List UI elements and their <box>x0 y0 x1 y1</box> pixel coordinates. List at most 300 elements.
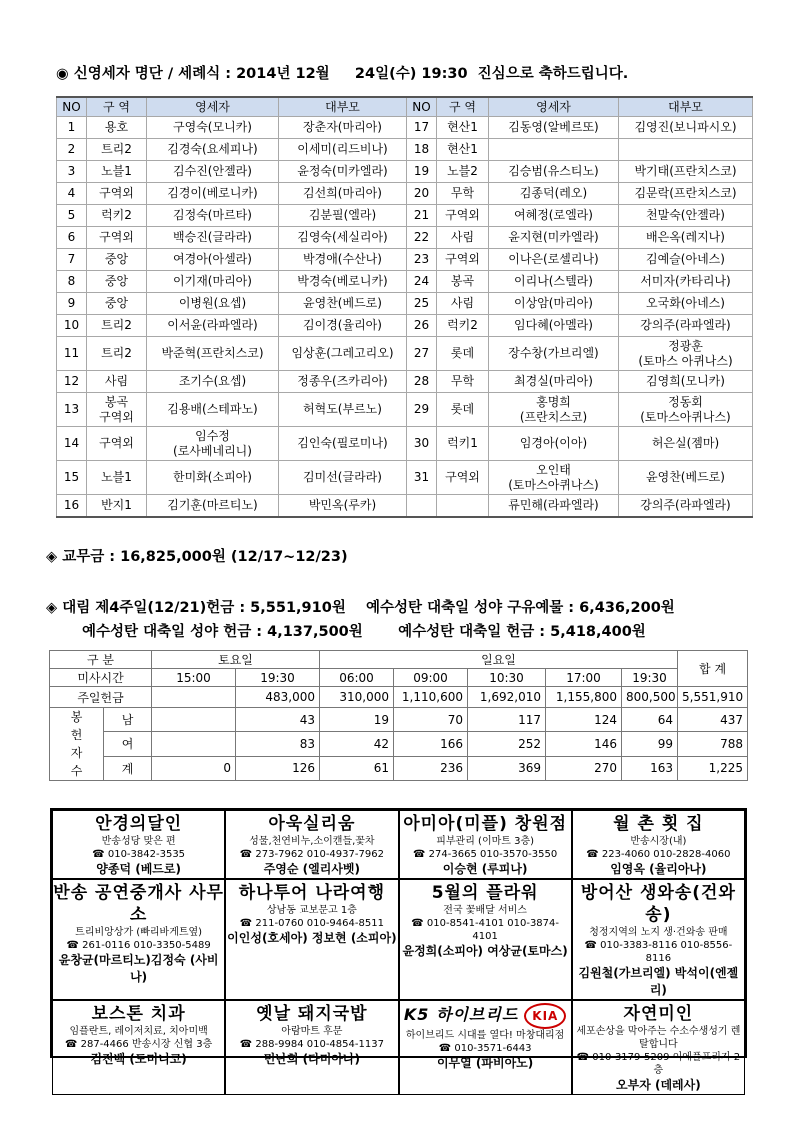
attendance-value: 252 <box>468 732 546 756</box>
mass-time-cell: 15:00 <box>152 669 236 687</box>
roster-cell-line: 김수진(안젤라) <box>173 164 252 178</box>
roster-cell-line: 트리2 <box>101 346 132 360</box>
roster-cell <box>437 427 489 461</box>
offering-value: 1,110,600 <box>394 687 468 708</box>
roster-cell-line: 김영희(모니카) <box>646 374 725 388</box>
roster-cell-line: 김경이(베로니카) <box>167 186 258 200</box>
attendance-value: 0 <box>152 756 236 780</box>
roster-cell <box>407 271 437 293</box>
roster-cell <box>87 337 147 371</box>
roster-cell <box>147 337 279 371</box>
roster-cell <box>407 461 437 495</box>
roster-cell-line: 25 <box>413 296 430 310</box>
ad-person: 윤창균(마르티노)김정숙 (사비나) <box>58 953 219 984</box>
roster-cell-line: 구역외 <box>445 252 480 266</box>
roster-cell <box>407 249 437 271</box>
roster-cell-line: 28 <box>413 374 430 388</box>
roster-cell <box>279 371 407 393</box>
roster-cell <box>407 393 437 427</box>
roster-cell <box>87 315 147 337</box>
roster-cell-line: 김예슬(아네스) <box>646 252 725 266</box>
roster-cell-line: 22 <box>413 230 430 244</box>
roster-cell-line: 임다혜(아멜라) <box>514 318 593 332</box>
roster-cell <box>619 183 753 205</box>
attendance-group-label <box>50 708 104 781</box>
roster-cell <box>437 249 489 271</box>
roster-cell-line: 오국화(아네스) <box>646 296 725 310</box>
offering-label: 주일헌금 <box>50 687 152 708</box>
roster-row <box>57 227 753 249</box>
ad-name: 자연미인 <box>623 1004 694 1024</box>
roster-cell-line: 31 <box>413 470 430 484</box>
roster-cell <box>407 161 437 183</box>
roster-cell <box>489 293 619 315</box>
roster-cell-line: 장수창(가브리엘) <box>508 346 599 360</box>
ad-name: 아욱실리움 <box>268 814 356 834</box>
roster-cell-line: 럭키1 <box>447 436 478 450</box>
roster-cell-line: 허혁도(부르노) <box>303 402 382 416</box>
roster-cell <box>147 139 279 161</box>
roster-cell <box>147 161 279 183</box>
offering-value: 310,000 <box>320 687 394 708</box>
ad-person: 양종덕 (베드로) <box>96 862 181 876</box>
ad-name: 안경의달인 <box>95 814 183 834</box>
ad-name: 보스톤 치과 <box>91 1004 186 1024</box>
roster-cell-line: 용호 <box>104 120 129 134</box>
roster-cell <box>437 205 489 227</box>
roster-cell <box>489 249 619 271</box>
roster-cell-line: 현산1 <box>447 120 478 134</box>
ad-line: ☎ 010-3179-5209 이에플프리지 2층 <box>576 1052 741 1076</box>
offering-value: 1,155,800 <box>546 687 622 708</box>
roster-cell-line: 16 <box>63 498 80 512</box>
roster-cell <box>619 139 753 161</box>
advertisement <box>225 810 398 879</box>
roster-cell <box>437 337 489 371</box>
roster-cell <box>619 117 753 139</box>
roster-cell <box>619 161 753 183</box>
roster-cell <box>437 293 489 315</box>
roster-cell <box>87 461 147 495</box>
roster-cell <box>489 461 619 495</box>
mass-time-cell: 17:00 <box>546 669 622 687</box>
roster-cell-line: 이서윤(라파엘라) <box>167 318 258 332</box>
roster-cell-line: 중앙 <box>104 296 129 310</box>
gubun-header: 구 분 <box>50 651 152 669</box>
roster-cell <box>87 227 147 249</box>
attendance-value: 61 <box>320 756 394 780</box>
roster-cell <box>57 371 87 393</box>
roster-cell <box>437 183 489 205</box>
roster-cell-line: 24 <box>413 274 430 288</box>
roster-cell <box>147 227 279 249</box>
attendance-value: 146 <box>546 732 622 756</box>
roster-cell <box>407 117 437 139</box>
advertisement <box>225 1000 398 1095</box>
roster-cell-line: 8 <box>67 274 76 288</box>
roster-cell-line: 김이경(율리아) <box>303 318 382 332</box>
roster-row <box>57 139 753 161</box>
roster-row <box>57 315 753 337</box>
attendance-value: 43 <box>236 708 320 732</box>
attendance-value <box>152 732 236 756</box>
offering-value: 483,000 <box>236 687 320 708</box>
attendance-value <box>152 708 236 732</box>
baptism-roster-table <box>56 96 753 518</box>
advertisement <box>225 879 398 1000</box>
roster-cell-line: 구역외 <box>99 436 134 450</box>
roster-cell-line: 박기태(프란치스코) <box>634 164 737 178</box>
advertisement-grid <box>50 808 747 1092</box>
attendance-group-text: 봉 헌 자 수 <box>70 710 83 778</box>
roster-cell-line: 김경숙(요세피나) <box>167 142 258 156</box>
ad-line: 상남동 교보문고 1층 <box>266 905 357 916</box>
roster-cell-line: 21 <box>413 208 430 222</box>
roster-cell <box>489 117 619 139</box>
roster-cell <box>619 461 753 495</box>
roster-cell-line: 12 <box>63 374 80 388</box>
roster-cell-line: 최경실(마리아) <box>514 374 593 388</box>
roster-cell-line: 류민해(라파엘라) <box>508 498 599 512</box>
ad-line: 아람마트 후문 <box>281 1026 343 1037</box>
roster-cell <box>279 293 407 315</box>
roster-cell-line: 오인태 <box>536 462 571 477</box>
ad-line: 반송시장(내) <box>630 836 687 847</box>
roster-cell-line: 구역외 <box>99 409 134 424</box>
roster-cell <box>407 139 437 161</box>
offering-row <box>50 687 748 708</box>
roster-header-cell: 대부모 <box>619 97 753 117</box>
roster-cell <box>279 495 407 518</box>
roster-body <box>57 117 753 518</box>
roster-cell <box>619 371 753 393</box>
ad-person: 민난희 (다미아나) <box>263 1052 361 1066</box>
advertisement <box>399 810 572 879</box>
ad-person: 이무열 (파비아노) <box>436 1056 534 1070</box>
ad-name: 5월의 플라워 <box>431 883 539 903</box>
offering-value <box>152 687 236 708</box>
roster-cell <box>279 271 407 293</box>
ad-line: 피부관리 (이마트 3층) <box>436 836 535 847</box>
roster-cell-line: 봉곡 <box>104 394 129 409</box>
roster-cell-line: 김미선(글라라) <box>303 470 382 484</box>
ad-line: 청정지역의 노지 생·건와송 판매 <box>589 927 728 938</box>
mass-time-cell: 19:30 <box>622 669 678 687</box>
roster-cell-line: 김문락(프란치스코) <box>634 186 737 200</box>
attendance-label: 계 <box>104 756 152 780</box>
roster-cell <box>279 117 407 139</box>
roster-cell <box>489 183 619 205</box>
mass-time-cell: 06:00 <box>320 669 394 687</box>
ad-line: 임플란트, 레이저치료, 치아미백 <box>69 1026 208 1037</box>
ad-person: 이승현 (루피나) <box>442 862 528 876</box>
roster-cell-line: 김영숙(세실리아) <box>297 230 388 244</box>
roster-row <box>57 461 753 495</box>
roster-cell <box>57 427 87 461</box>
roster-cell <box>147 461 279 495</box>
roster-cell <box>87 117 147 139</box>
roster-cell <box>619 271 753 293</box>
roster-header-cell: 구 역 <box>437 97 489 117</box>
roster-cell-line: 조기수(요셉) <box>178 374 247 388</box>
kia-logo: KIA <box>524 1003 566 1029</box>
roster-cell-line: 박경숙(베로니카) <box>297 274 388 288</box>
kyomugeum-line: ◈ 교무금 : 16,825,000원 (12/17~12/23) <box>46 549 348 565</box>
roster-cell-line: 19 <box>413 164 430 178</box>
ad-line: ☎ 261-0116 010-3350-5489 <box>66 940 211 951</box>
roster-cell <box>147 293 279 315</box>
roster-cell <box>279 161 407 183</box>
roster-cell <box>489 227 619 249</box>
roster-cell <box>619 393 753 427</box>
roster-cell-line: 이병원(요셉) <box>178 296 247 310</box>
offering-value: 5,551,910 <box>678 687 748 708</box>
roster-cell-line: (토마스아퀴나스) <box>508 477 599 492</box>
roster-cell-line: 이상암(마리아) <box>514 296 593 310</box>
roster-cell <box>87 183 147 205</box>
roster-cell <box>437 315 489 337</box>
ad-line: ☎ 010-3842-3535 <box>92 849 186 860</box>
roster-cell <box>407 227 437 249</box>
roster-cell <box>147 427 279 461</box>
advertisement <box>52 810 225 879</box>
roster-cell <box>619 427 753 461</box>
roster-cell-line: 럭키2 <box>101 208 132 222</box>
roster-row <box>57 371 753 393</box>
roster-cell-line: 윤지현(미카엘라) <box>508 230 599 244</box>
roster-cell-line: (토마스아퀴나스) <box>640 409 731 424</box>
roster-cell-line: 임상훈(그레고리오) <box>291 346 394 360</box>
roster-cell <box>407 371 437 393</box>
roster-cell-line: 6 <box>67 230 76 244</box>
roster-cell <box>407 315 437 337</box>
roster-row <box>57 205 753 227</box>
roster-cell <box>87 271 147 293</box>
roster-cell-line: 윤영찬(베드로) <box>646 470 725 484</box>
roster-cell <box>489 337 619 371</box>
attendance-value: 19 <box>320 708 394 732</box>
roster-cell <box>57 337 87 371</box>
roster-cell <box>437 227 489 249</box>
roster-cell-line: 23 <box>413 252 430 266</box>
roster-cell <box>147 495 279 518</box>
roster-cell-line: 김용배(스테파노) <box>167 402 258 416</box>
attendance-value: 64 <box>622 708 678 732</box>
roster-row <box>57 117 753 139</box>
attendance-value: 166 <box>394 732 468 756</box>
roster-cell <box>489 315 619 337</box>
roster-cell-line: 29 <box>413 402 430 416</box>
ad-line: 성물,천연비누,소이캔들,꽃차 <box>249 836 375 847</box>
roster-cell-line: 롯데 <box>450 402 475 416</box>
attendance-value: 369 <box>468 756 546 780</box>
roster-cell-line: 여혜정(로엘라) <box>514 208 593 222</box>
roster-row <box>57 293 753 315</box>
roster-cell <box>57 495 87 518</box>
roster-cell <box>57 183 87 205</box>
attendance-value: 270 <box>546 756 622 780</box>
roster-cell-line: 천말숙(안젤라) <box>646 208 725 222</box>
roster-cell <box>279 461 407 495</box>
roster-cell <box>87 293 147 315</box>
attendance-value: 70 <box>394 708 468 732</box>
roster-cell-line: 사림 <box>450 230 475 244</box>
roster-cell <box>279 183 407 205</box>
roster-cell <box>279 337 407 371</box>
mass-time-cell: 19:30 <box>236 669 320 687</box>
advertisement <box>572 1000 745 1095</box>
roster-cell-line: 사림 <box>104 374 129 388</box>
roster-cell <box>57 293 87 315</box>
roster-cell-line: 구영숙(모니카) <box>173 120 252 134</box>
offering-value: 1,692,010 <box>468 687 546 708</box>
ad-line: ☎ 010-3571-6443 <box>438 1043 532 1054</box>
mass-time-label: 미사시간 <box>50 669 152 687</box>
roster-cell-line: 무학 <box>450 374 475 388</box>
roster-cell-line: 1 <box>67 120 76 134</box>
collection-table <box>49 650 748 781</box>
roster-cell-line: 정종우(즈카리아) <box>297 374 388 388</box>
ad-line: 트리비앙상가 (빠리바게트옆) <box>75 927 203 938</box>
ad-line: 반송성당 맞은 편 <box>101 836 176 847</box>
roster-cell <box>437 139 489 161</box>
roster-cell <box>437 271 489 293</box>
roster-cell-line: 트리2 <box>101 142 132 156</box>
roster-cell-line: 강의주(라파엘라) <box>640 498 731 512</box>
roster-header-row <box>57 97 753 117</box>
roster-cell-line: 중앙 <box>104 274 129 288</box>
roster-cell-line: 임수정 <box>195 428 230 443</box>
roster-cell-line: 박준혁(프란치스코) <box>161 346 264 360</box>
roster-cell <box>619 227 753 249</box>
roster-cell-line: 홍명희 <box>536 394 571 409</box>
roster-cell <box>57 315 87 337</box>
ad-person: 주영순 (엘리사벳) <box>263 862 361 876</box>
roster-cell <box>147 315 279 337</box>
roster-cell-line: 사림 <box>450 296 475 310</box>
roster-cell-line: 구역외 <box>445 208 480 222</box>
advertisement <box>572 810 745 879</box>
page-heading: ◉ 신영세자 명단 / 세례식 : 2014년 12월 24일(수) 19:30 진심으로 축하드립니다. <box>56 66 629 82</box>
roster-cell <box>147 117 279 139</box>
roster-cell <box>57 139 87 161</box>
roster-cell <box>619 249 753 271</box>
roster-cell <box>279 249 407 271</box>
roster-row <box>57 183 753 205</box>
ad-name: 옛날 돼지국밥 <box>256 1004 368 1024</box>
roster-cell-line: 김승범(유스티노) <box>508 164 599 178</box>
roster-cell-line: 노블2 <box>447 164 478 178</box>
roster-cell-line: 11 <box>63 346 80 360</box>
roster-cell <box>147 249 279 271</box>
roster-cell-line: 배은옥(레지나) <box>646 230 725 244</box>
roster-cell-line: 이세미(리드비나) <box>297 142 388 156</box>
roster-header-cell: 대부모 <box>279 97 407 117</box>
mass-time-cell: 09:00 <box>394 669 468 687</box>
roster-cell <box>147 183 279 205</box>
roster-cell <box>57 249 87 271</box>
attendance-row <box>50 756 748 780</box>
roster-cell-line: 10 <box>63 318 80 332</box>
roster-cell-line: 김분필(엘라) <box>308 208 377 222</box>
roster-cell <box>87 205 147 227</box>
roster-cell-line: 정동회 <box>668 394 703 409</box>
saturday-header: 토요일 <box>152 651 320 669</box>
ad-person: 오부자 (데레사) <box>616 1078 701 1092</box>
roster-cell <box>87 249 147 271</box>
ad-name: 하나투어 나라여행 <box>238 883 386 903</box>
roster-cell-line: 김영진(보니파시오) <box>634 120 737 134</box>
roster-cell-line: 4 <box>67 186 76 200</box>
roster-cell <box>489 427 619 461</box>
roster-cell-line: 김기훈(마르티노) <box>167 498 258 512</box>
ad-person: 김원철(가브리엘) 박석이(엔젤리) <box>578 966 739 997</box>
ad-name: 아미아(미플) 창원점 <box>403 814 568 834</box>
roster-cell <box>87 393 147 427</box>
roster-cell <box>619 205 753 227</box>
roster-cell-line: (토마스 아퀴나스) <box>638 353 733 368</box>
roster-cell <box>619 337 753 371</box>
attendance-row <box>50 732 748 756</box>
ad-line: ☎ 288-9984 010-4854-1137 <box>239 1039 384 1050</box>
roster-cell <box>87 427 147 461</box>
roster-cell-line: 7 <box>67 252 76 266</box>
roster-row <box>57 495 753 518</box>
roster-cell-line: 26 <box>413 318 430 332</box>
roster-cell <box>407 427 437 461</box>
roster-cell-line: 구역외 <box>99 186 134 200</box>
ad-name <box>400 1003 571 1029</box>
roster-cell <box>279 393 407 427</box>
roster-cell <box>57 161 87 183</box>
ad-person: 이인성(호세아) 정보현 (소피아) <box>227 931 397 945</box>
attendance-label: 남 <box>104 708 152 732</box>
roster-cell <box>407 183 437 205</box>
roster-cell <box>407 337 437 371</box>
roster-cell-line: 김동영(알베르또) <box>508 120 599 134</box>
offering-value: 800,500 <box>622 687 678 708</box>
roster-cell-line: 이나은(로셀리나) <box>508 252 599 266</box>
attendance-value: 163 <box>622 756 678 780</box>
roster-cell-line: 럭키2 <box>447 318 478 332</box>
roster-header-cell: 영세자 <box>489 97 619 117</box>
ad-line: ☎ 211-0760 010-9464-8511 <box>239 918 384 929</box>
roster-cell <box>437 117 489 139</box>
roster-cell-line: 17 <box>413 120 430 134</box>
roster-cell-line: 김정숙(마르타) <box>173 208 252 222</box>
roster-cell-line: 이기재(마리아) <box>173 274 252 288</box>
attendance-value: 1,225 <box>678 756 748 780</box>
roster-cell-line: 9 <box>67 296 76 310</box>
attendance-value: 83 <box>236 732 320 756</box>
roster-cell-line: 27 <box>413 346 430 360</box>
ad-name: 월 촌 횟 집 <box>613 814 704 834</box>
ad-line: 전국 꽃배달 서비스 <box>443 905 527 916</box>
roster-cell <box>87 161 147 183</box>
roster-cell-line: 김선희(마리아) <box>303 186 382 200</box>
advertisement <box>52 1000 225 1095</box>
mass-time-row <box>50 669 748 687</box>
roster-cell-line: 중앙 <box>104 252 129 266</box>
roster-cell-line: 14 <box>63 436 80 450</box>
sunday-header: 일요일 <box>320 651 678 669</box>
roster-header-cell: NO <box>407 97 437 117</box>
roster-cell-line: 장춘자(마리아) <box>303 120 382 134</box>
roster-cell <box>407 293 437 315</box>
roster-cell <box>489 161 619 183</box>
roster-cell <box>437 461 489 495</box>
roster-cell-line: 노블1 <box>101 470 132 484</box>
